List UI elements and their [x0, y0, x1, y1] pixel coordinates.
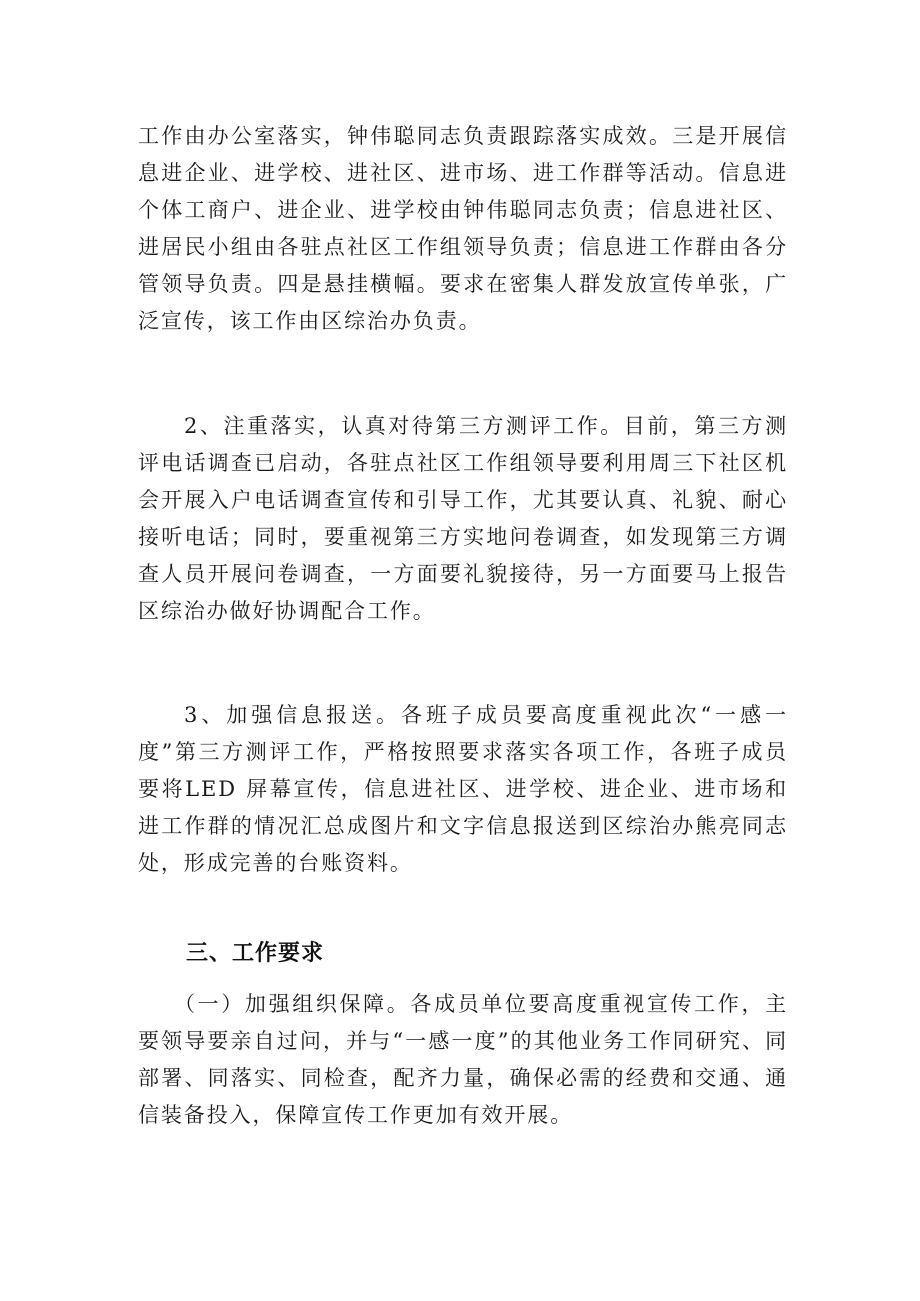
paragraph-continuation: 工作由办公室落实，钟伟聪同志负责跟踪落实成效。三是开展信息进企业、进学校、进社区、进市场、进工作群等活动。信息进个体工商户、进企业、进学校由钟伟聪同志负责；信息进社区、进居民小组由各驻点社区工作组领导负责；信息进工作群由各分管领导负责。四是悬挂横幅。要求在密集人群发放宣传单张，广泛宣传，该工作由区综治办负责。 — [138, 124, 788, 333]
paragraph-item-3: 3、加强信息报送。各班子成员要高度重视此次“一感一度”第三方测评工作，严格按照要求落实各项工作，各班子成员要将LED 屏幕宣传，信息进社区、进学校、进企业、进市场和进工作群的情况汇总成图片和文字信息报送到区综治办熊亮同志处，形成完善的台账资料。 — [138, 703, 788, 875]
paragraph-requirement-1: （一）加强组织保障。各成员单位要高度重视宣传工作，主要领导要亲自过问，并与“一感一度”的其他业务工作同研究、同部署、同落实、同检查，配齐力量，确保必需的经费和交通、通信装备投入，保障宣传工作更加有效开展。 — [138, 992, 788, 1127]
paragraph-item-2: 2、注重落实，认真对待第三方测评工作。目前，第三方测评电话调查已启动，各驻点社区工作组领导要利用周三下社区机会开展入户电话调查宣传和引导工作，尤其要认真、礼貌、耐心接听电话；同时，要重视第三方实地问卷调查，如发现第三方调查人员开展问卷调查，一方面要礼貌接待，另一方面要马上报告区综治办做好协调配合工作。 — [138, 414, 788, 623]
section-heading: 三、工作要求 — [186, 941, 325, 966]
